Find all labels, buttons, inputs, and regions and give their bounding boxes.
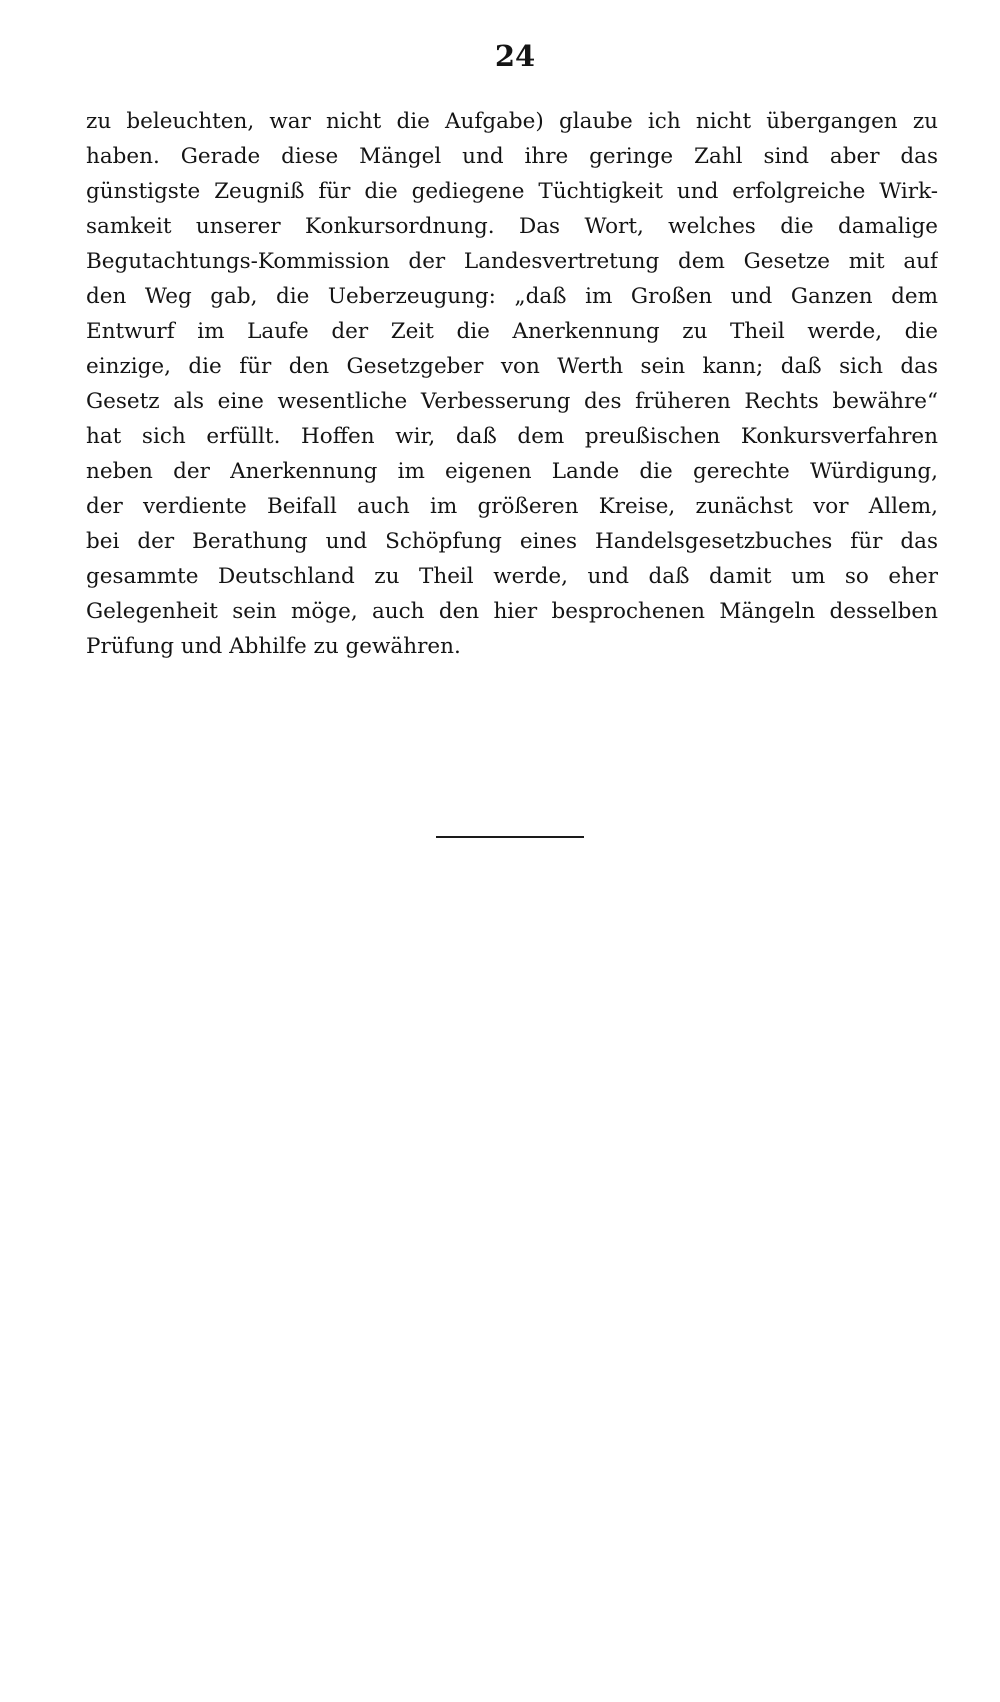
text-line: Gelegenheit sein möge, auch den hier besprochenen Mängeln desselben (86, 599, 938, 624)
text-line: bei der Berathung und Schöpfung eines Handelsgesetzbuches für das (86, 529, 938, 554)
text-line: haben. Gerade diese Mängel und ihre geringe Zahl sind aber das (86, 144, 938, 169)
text-line: günstigste Zeugniß für die gediegene Tüchtigkeit und erfolgreiche Wirk- (86, 179, 938, 204)
closing-rule (436, 836, 584, 838)
text-line: zu beleuchten, war nicht die Aufgabe) glaube ich nicht übergangen zu (86, 109, 938, 134)
body-text (86, 104, 938, 664)
text-line: Begutachtungs-Kommission der Landesvertretung dem Gesetze mit auf (86, 249, 938, 274)
text-line: einzige, die für den Gesetzgeber von Werth sein kann; daß sich das (86, 354, 938, 379)
text-line-last: Prüfung und Abhilfe zu gewähren. (86, 634, 461, 659)
text-line: hat sich erfüllt. Hoffen wir, daß dem preußischen Konkursverfahren (86, 424, 938, 449)
text-line: Gesetz als eine wesentliche Verbesserung des früheren Rechts bewähre“ (86, 389, 938, 414)
text-line: samkeit unserer Konkursordnung. Das Wort, welches die damalige (86, 214, 938, 239)
text-line: der verdiente Beifall auch im größeren Kreise, zunächst vor Allem, (86, 494, 938, 519)
text-line: Entwurf im Laufe der Zeit die Anerkennung zu Theil werde, die (86, 319, 938, 344)
page-number: 24 (494, 39, 536, 73)
text-line: gesammte Deutschland zu Theil werde, und daß damit um so eher (86, 564, 938, 589)
text-line: neben der Anerkennung im eigenen Lande die gerechte Würdigung, (86, 459, 938, 484)
text-line: den Weg gab, die Ueberzeugung: „daß im Großen und Ganzen dem (86, 284, 938, 309)
